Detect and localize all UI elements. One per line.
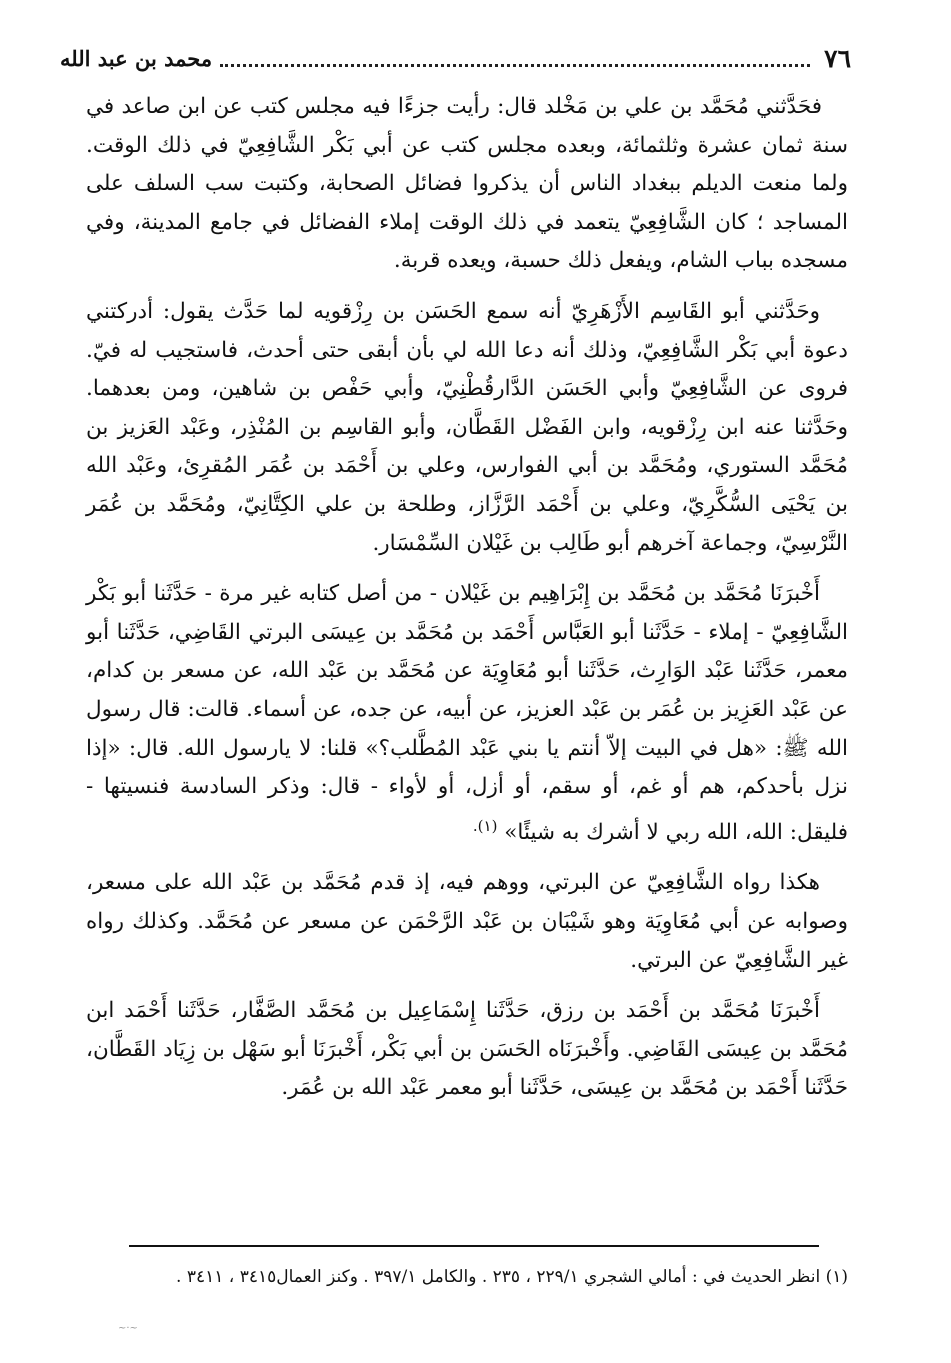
paragraph-3-text: أَخْبرَنَا مُحَمَّد بن مُحَمَّد بن إِبْرَاهِيم بن غَيْلان - من أصل كتابه غير مرة - حَدَّثَنا أبو بَكْر الشَّافِعِيّ - إملاء - حَدَّثَنا أبو العَبَّاس أَحْمَد بن مُحَمَّد بن عِيسَى البرتي القَاضِي، حَدَّثَنا أبو معمر، حَدَّثَنا عَبْد الوَارِث، حَدَّثَنا أبو مُعَاوِيَة عن مُحَمَّد بن عَبْد الله، عن مسعر بن كدام، عن عَبْد العَزِيز بن عُمَر بن عَبْد العزيز، عن أبيه، عن جده، عن أسماء. قالت: قال رسول الله ﷺ: «هل في البيت إلاّ أنتم يا بني عَبْد المُطَّلب؟» قلنا: لا يارسول الله. قال: «إذا نزل بأحدكم، هم أو غم، أو سقم، أو أزل، أو لأواء - قال: وذكر السادسة فنسيتها - فليقل: الله، الله ربي لا أشرك به شيئًا» — [86, 581, 848, 845]
scan-mark: ~·~ — [118, 1323, 138, 1334]
main-text — [86, 88, 848, 1120]
header-dotted-leader — [220, 62, 810, 67]
paragraph-4: هكذا رواه الشَّافِعِيّ عن البرتي، ووهم فيه، إذ قدم مُحَمَّد بن عَبْد الله على مسعر، وصوابه عن أبي مُعَاوِيَة وهو شَيْبَان بن عَبْد الرَّحْمَن عن مسعر عن مُحَمَّد. وكذلك رواه غير الشَّافِعِيّ عن البرتي. — [86, 870, 848, 973]
page-number: ٧٦ — [824, 43, 851, 73]
paragraph-3 — [86, 575, 848, 852]
paragraph-1: فحَدَّثني مُحَمَّد بن علي بن مَخْلد قال: رأيت جزءًا فيه مجلس كتب عن ابن صاعد في سنة ثمان عشرة وثلثمائة، وبعده مجلس كتب عن أبي بَكْر الشَّافِعِيّ في ذلك الوقت. ولما منعت الديلم ببغداد الناس أن يذكروا فضائل الصحابة، وكتبت سب السلف على المساجد ؛ كان الشَّافِعِيّ يتعمد في ذلك الوقت إملاء الفضائل في جامع المدينة، وفي مسجده بباب الشام، ويفعل ذلك حسبة، ويعده قربة. — [86, 94, 848, 274]
page-header — [60, 38, 851, 78]
footnote-separator — [129, 1245, 819, 1247]
footnote-reference: (١). — [472, 816, 498, 835]
running-title: محمد بن عبد الله — [60, 45, 213, 71]
paragraph-2: وحَدَّثني أبو القَاسِم الأَزْهَرِيّ أنه سمع الحَسَن بن رِزْقويه لما حَدَّث يقول: أدركتني دعوة أبي بَكْر الشَّافِعِيّ، وذلك أنه دعا الله لي بأن أبقى حتى أحدث، فاستجيب له فيّ. فروى عن الشَّافِعِيّ وأبي الحَسَن الدَّارقُطْنِيّ، وأبي حَفْص بن شاهين، ومن بعدهما. وحَدَّثنا عنه ابن رِزْقويه، وابن الفَضْل القَطَّان، وأبو القاسِم بن المُنْذِر، وعَبْد العَزيز بن مُحَمَّد الستوري، ومُحَمَّد بن أبي الفوارس، وعلي بن أَحْمَد بن عُمَر المُقرِئ، وعَبْد الله بن يَحْيَى السُّكَّرِيّ، وعلي بن أَحْمَد الرَّزَّاز، وطلحة بن علي الكِتَّانِيّ، ومُحَمَّد بن عُمَر النَّرْسِيّ، وجماعة آخرهم أبو طَالِب بن غَيْلان السِّمْسَار. — [86, 298, 848, 556]
paragraph-5: أَخْبرَنَا مُحَمَّد بن أَحْمَد بن رزق، حَدَّثَنا إِسْمَاعِيل بن مُحَمَّد الصَّفَّار، حَدَّثَنا أَحْمَد ابن مُحَمَّد بن عِيسَى القَاضِي. وأَخْبرَنَاه الحَسَن بن أبي بَكْر، أَخْبرَنَا أبو سَهْل بن زِيَاد القَطَّان، حَدَّثَنا أَحْمَد بن مُحَمَّد بن عِيسَى، حَدَّثَنا أبو معمر عَبْد الله بن عُمَر. — [86, 998, 848, 1101]
footnote: (١) انظر الحديث في : أمالي الشجري ٢٢٩/١ ، ٢٣٥ . والكامل ٣٩٧/١ . وكنز العمال٣٤١٥ ، ٣٤١١ . — [176, 1267, 848, 1287]
